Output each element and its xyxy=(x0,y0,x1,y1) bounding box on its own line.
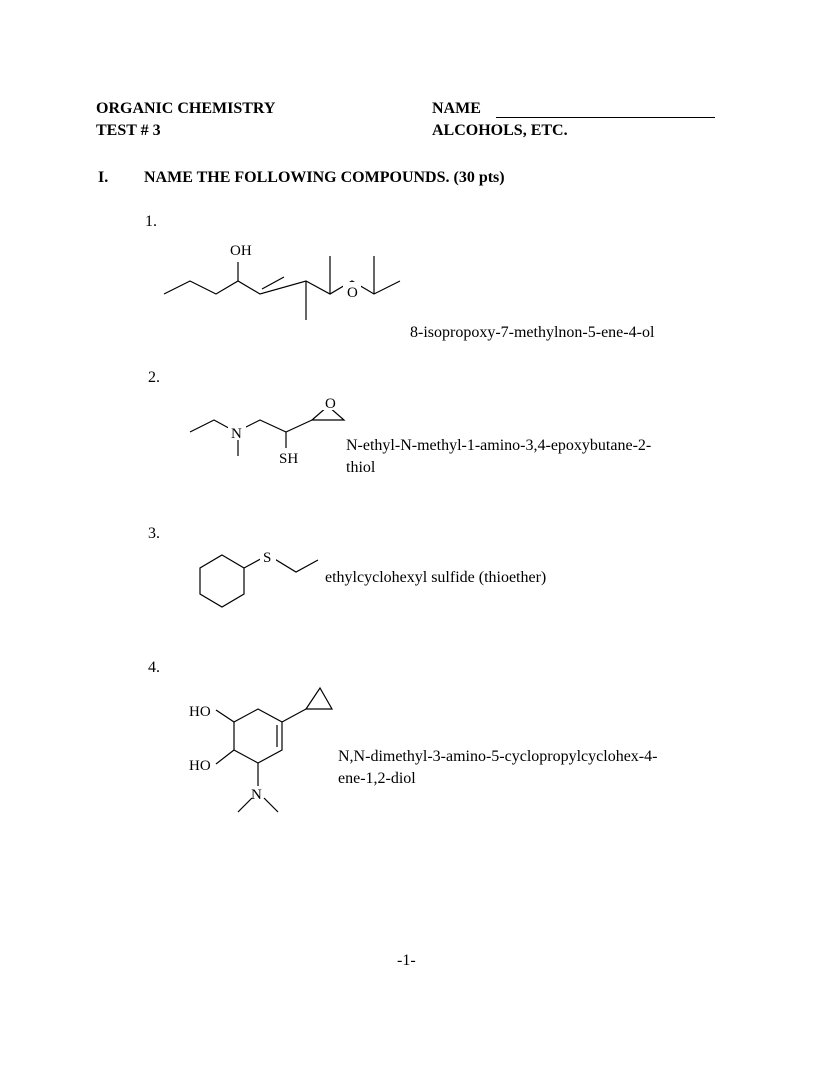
course-title: ORGANIC CHEMISTRY xyxy=(96,100,276,117)
page-number: -1- xyxy=(397,952,416,969)
test-topic: ALCOHOLS, ETC. xyxy=(432,122,568,139)
name-label: NAME xyxy=(432,100,481,117)
question-4-answer-line1: N,N-dimethyl-3-amino-5-cyclopropylcyclohex-4- xyxy=(338,748,658,765)
question-4-answer-line2: ene-1,2-diol xyxy=(338,770,416,787)
q2-n-label: N xyxy=(231,426,242,442)
q4-cyclopropane-ring xyxy=(306,688,332,709)
section-title: NAME THE FOLLOWING COMPOUNDS. (30 pts) xyxy=(144,169,505,186)
q3-sulfur-label: S xyxy=(263,550,272,566)
q4-ho-label-1: HO xyxy=(189,704,211,720)
question-4-number: 4. xyxy=(148,659,160,676)
section-numeral: I. xyxy=(98,169,109,186)
q1-ether-o-label: O xyxy=(347,285,358,301)
q4-n-methyl-bond-1 xyxy=(238,798,252,812)
q4-ho-bond-2 xyxy=(216,750,234,764)
q4-ho-label-2: HO xyxy=(189,758,211,774)
q2-sh-label: SH xyxy=(279,451,299,467)
test-number: TEST # 3 xyxy=(96,122,161,139)
q4-cyclohexene-ring xyxy=(234,709,282,763)
q4-cyclopropyl-bond xyxy=(282,709,306,722)
q4-n-label: N xyxy=(251,787,262,803)
question-1-number: 1. xyxy=(145,213,157,230)
question-1-answer: 8-isopropoxy-7-methylnon-5-ene-4-ol xyxy=(410,324,655,341)
q4-n-methyl-bond-2 xyxy=(264,798,278,812)
q2-epoxide-o-label: O xyxy=(325,396,336,412)
question-2-answer-line1: N-ethyl-N-methyl-1-amino-3,4-epoxybutane-2- xyxy=(346,437,652,454)
question-3-number: 3. xyxy=(148,525,160,542)
question-2-number: 2. xyxy=(148,369,160,386)
q1-oh-label: OH xyxy=(230,243,252,259)
question-2-answer-line2: thiol xyxy=(346,459,376,476)
question-3-answer: ethylcyclohexyl sulfide (thioether) xyxy=(325,569,547,586)
q4-ho-bond-1 xyxy=(216,710,234,722)
